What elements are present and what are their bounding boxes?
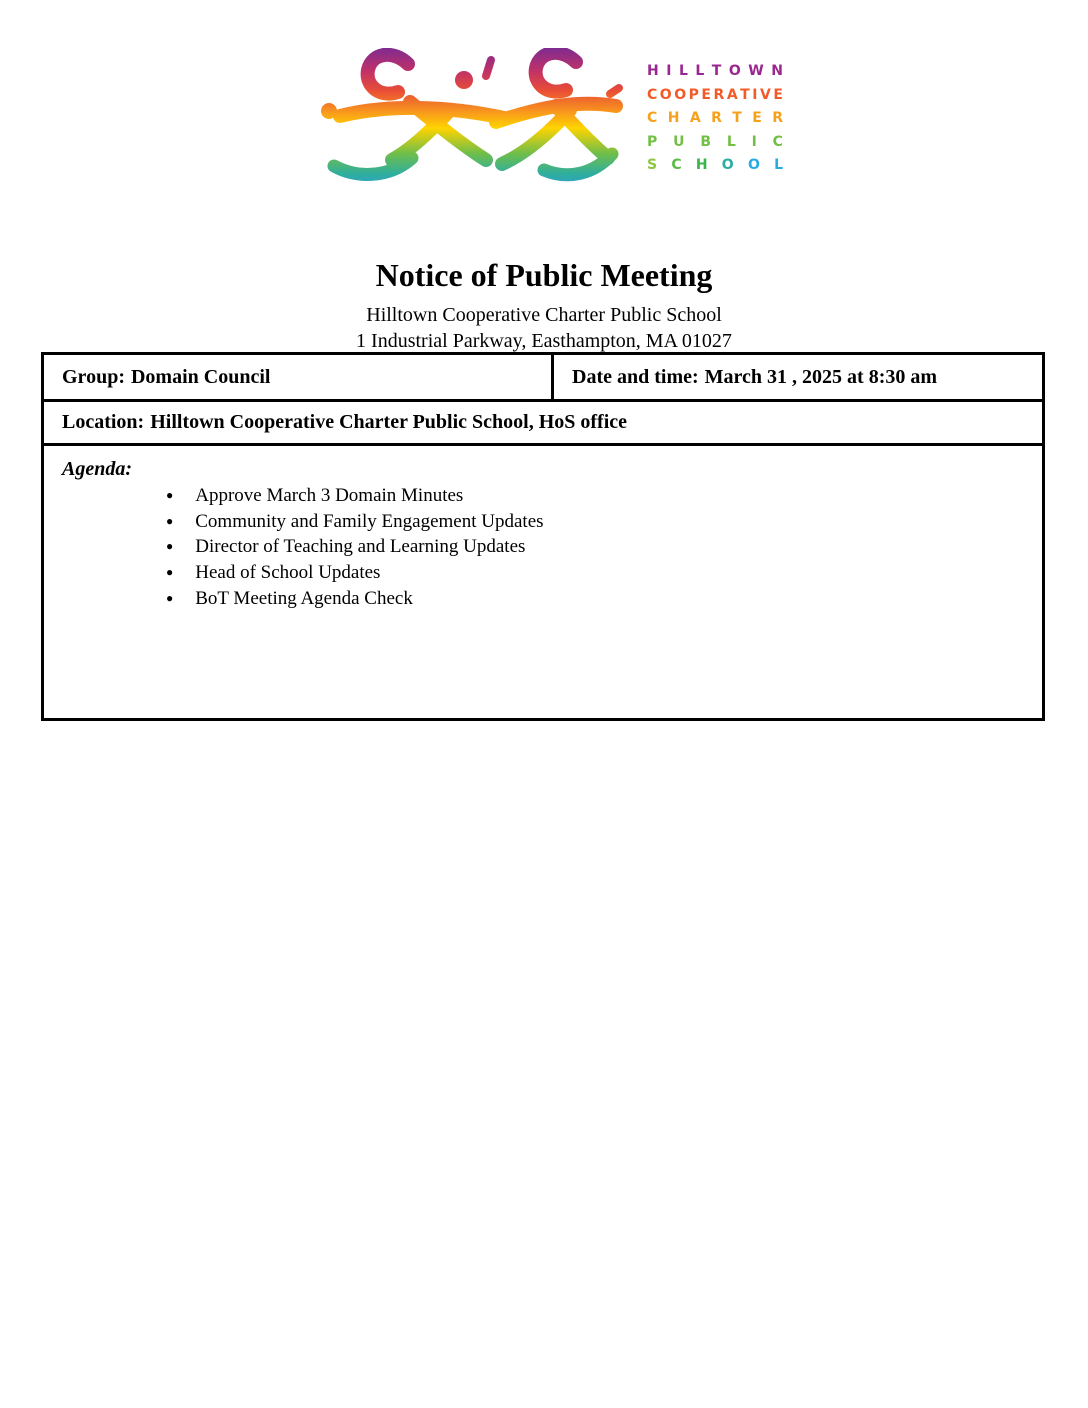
bullet-icon: ● <box>166 539 174 554</box>
address-line: 1 Industrial Parkway, Easthampton, MA 01027 <box>356 330 732 352</box>
logo-word: C O O P E R A T I V E <box>647 86 783 103</box>
group-label: Group: <box>62 365 125 388</box>
agenda-item-text: Approve March 3 Domain Minutes <box>195 485 464 506</box>
agenda-list <box>62 484 1042 613</box>
agenda-item <box>166 561 1042 587</box>
logo-word: P U B L I C <box>647 133 783 150</box>
group-value: Domain Council <box>130 365 271 388</box>
date-time-cell <box>553 354 1044 401</box>
group-cell <box>43 354 553 401</box>
bullet-icon: ● <box>166 513 174 528</box>
bullet-icon: ● <box>166 488 174 502</box>
bullet-icon: ● <box>166 590 174 605</box>
agenda-item-text: BoT Meeting Agenda Check <box>195 587 413 609</box>
logo-word: S C H O O L <box>647 157 783 173</box>
agenda-item-text: Head of School Updates <box>195 562 381 584</box>
location-label: Location: <box>62 411 145 433</box>
date-time-label: Date and time: <box>572 365 699 388</box>
agenda-item <box>166 510 1042 536</box>
location-value: Hilltown Cooperative Charter Public School, HoS office <box>150 411 628 433</box>
agenda-item-text: Director of Teaching and Learning Updates <box>195 536 526 558</box>
agenda-item <box>166 535 1042 561</box>
agenda-cell <box>43 445 1044 720</box>
page-title: Notice of Public Meeting <box>375 257 713 293</box>
agenda-item-text: Community and Family Engagement Updates <box>195 510 544 532</box>
agenda-label: Agenda: <box>62 458 132 480</box>
logo-word: C H A R T E R <box>647 110 783 126</box>
location-cell <box>43 401 1044 445</box>
agenda-item <box>166 587 1042 613</box>
date-time-value: March 31 , 2025 at 8:30 am <box>704 365 938 388</box>
logo-word: H I L L T O W N <box>647 63 783 79</box>
logo-wordmark <box>647 60 783 178</box>
agenda-item <box>166 484 1042 510</box>
school-name-line: Hilltown Cooperative Charter Public School <box>366 304 722 326</box>
school-logo <box>318 48 783 191</box>
meeting-info-table <box>41 352 1045 721</box>
logo-figures-icon <box>318 48 623 191</box>
bullet-icon: ● <box>166 565 174 580</box>
